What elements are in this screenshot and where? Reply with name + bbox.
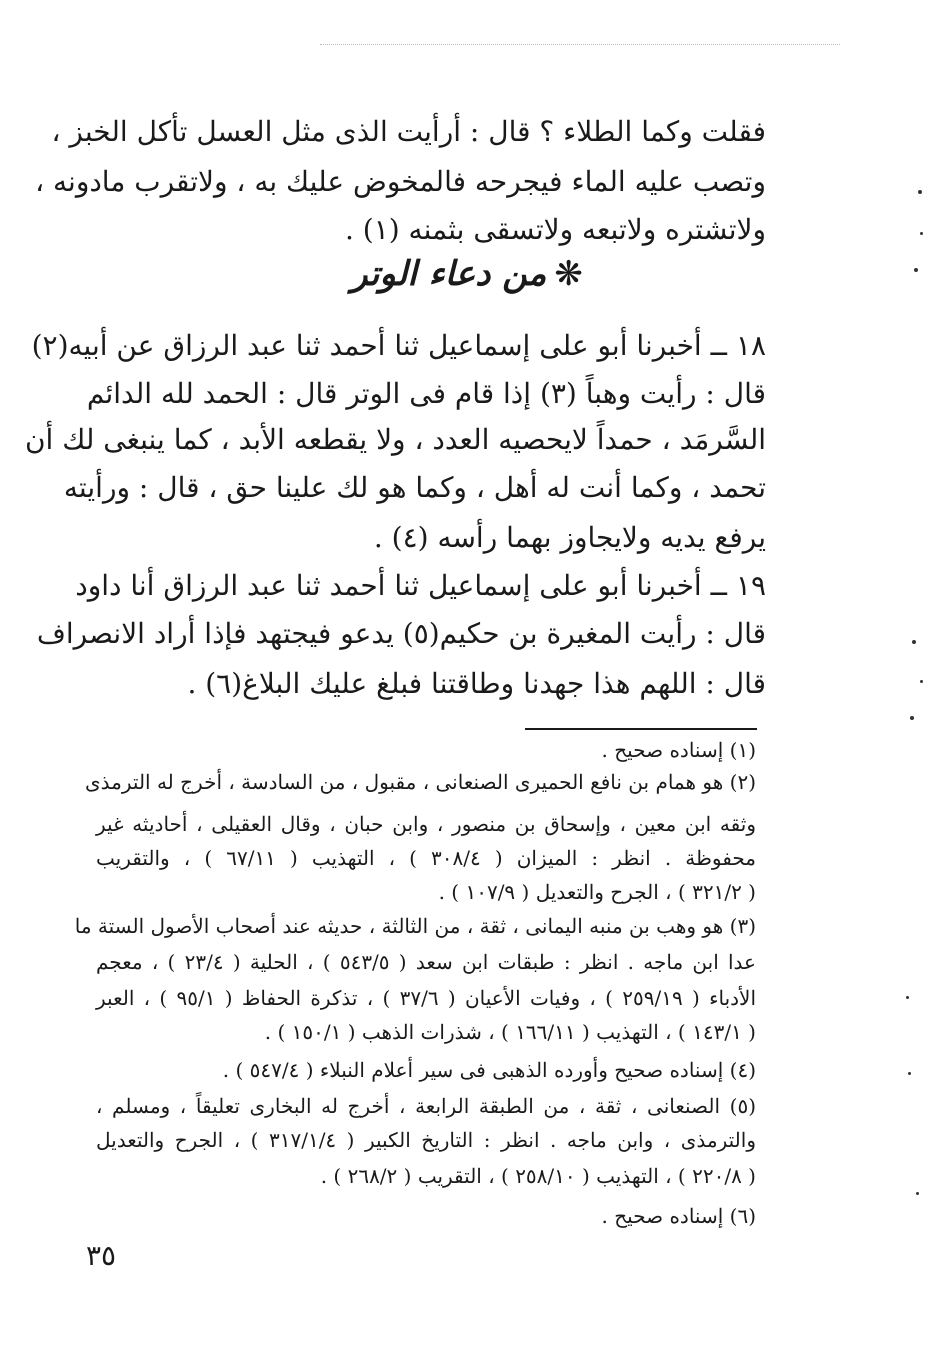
footnote-2-line: محفوظة . انظر : الميزان ( ٣٠٨/٤ ) ، التهذيب ( ٦٧/١١ ) ، والتقريب [96,846,756,870]
body-line: فقلت وكما الطلاء ؟ قال : أرأيت الذى مثل العسل تأكل الخبز ، [51,115,766,148]
hadith-18-line: ١٨ ــ أخبرنا أبو على إسماعيل ثنا أحمد ثنا عبد الرزاق عن أبيه(٢) [31,329,766,362]
scan-speck [916,1192,919,1195]
body-line: ولاتشتره ولاتبعه ولاتسقى بثمنه (١) . [344,213,766,246]
section-heading [0,250,934,298]
footnote-3-line: (٣) هو وهب بن منبه اليمانى ، ثقة ، من الثالثة ، حديثه عند أصحاب الأصول الستة ما [74,914,756,938]
scan-speck [908,1072,911,1075]
footnote-2-line: وثقه ابن معين ، وإسحاق بن منصور ، وابن حبان ، وقال العقيلى ، أحاديثه غير [96,812,756,836]
footnote-3-line: الأدباء ( ٢٥٩/١٩ ) ، وفيات الأعيان ( ٣٧/٦ ) ، تذكرة الحفاظ ( ٩٥/١ ) ، العبر [96,986,757,1010]
footnote-separator [525,728,757,730]
footnote-2-line: ( ٣٢١/٢ ) ، الجرح والتعديل ( ١٠٧/٩ ) . [438,880,756,904]
hadith-18-line: قال : رأيت وهباً (٣) إذا قام فى الوتر قال : الحمد لله الدائم [86,377,766,410]
page-number: ٣٥ [86,1239,117,1272]
footnote-1: (١) إسناده صحيح . [601,738,756,762]
hadith-19-line: ١٩ ــ أخبرنا أبو على إسماعيل ثنا أحمد ثنا عبد الرزاق أنا داود [75,569,766,602]
footnote-5-line: والترمذى ، وابن ماجه . انظر : التاريخ الكبير ( ٣١٧/١/٤ ) ، الجرح والتعديل [96,1128,756,1152]
scan-speck [914,268,918,272]
footnote-3-line: عدا ابن ماجه . انظر : طبقات ابن سعد ( ٥٤٣/٥ ) ، الحلية ( ٢٣/٤ ) ، معجم [96,950,756,974]
hadith-18-line: تحمد ، وكما أنت له أهل ، وكما هو لك علينا حق ، قال : ورأيته [63,471,766,504]
hadith-18-line: السَّرمَد ، حمداً لايحصيه العدد ، ولا يقطعه الأبد ، كما ينبغى لك أن [24,423,766,456]
flower-ornament-icon: ❋ [554,254,583,294]
footnote-5-line: ( ٢٢٠/٨ ) ، التهذيب ( ٢٥٨/١٠ ) ، التقريب ( ٢٦٨/٢ ) . [320,1164,756,1188]
body-line: وتصب عليه الماء فيجرحه فالمخوض عليك به ، ولاتقرب مادونه ، [35,165,766,198]
scan-edge-line [320,44,840,45]
footnote-3-line: ( ١٤٣/١ ) ، التهذيب ( ١٦٦/١١ ) ، شذرات الذهب ( ١٥٠/١ ) . [264,1020,756,1044]
hadith-18-line: يرفع يديه ولايجاوز بهما رأسه (٤) . [373,521,766,554]
scan-speck [920,232,923,235]
footnote-6: (٦) إسناده صحيح . [601,1204,756,1228]
footnote-2-line: (٢) هو همام بن نافع الحميرى الصنعانى ، مقبول ، من السادسة ، أخرج له الترمذى [85,770,756,794]
scan-speck [906,996,909,999]
footnote-5-line: (٥) الصنعانى ، ثقة ، من الطبقة الرابعة ، أخرج له البخارى تعليقاً ، ومسلم ، [96,1094,756,1118]
scan-speck [918,190,922,194]
section-heading-text: من دعاء الوتر [351,254,547,294]
hadith-19-line: قال : رأيت المغيرة بن حكيم(٥) يدعو فيجتهد فإذا أراد الانصراف [36,617,766,650]
scan-speck [910,716,914,720]
scan-speck [912,640,916,644]
hadith-19-line: قال : اللهم هذا جهدنا وطاقتنا فبلغ عليك البلاغ(٦) . [187,667,766,700]
footnote-4: (٤) إسناده صحيح وأورده الذهبى فى سير أعلام النبلاء ( ٥٤٧/٤ ) . [222,1058,756,1082]
scan-speck [920,680,923,683]
